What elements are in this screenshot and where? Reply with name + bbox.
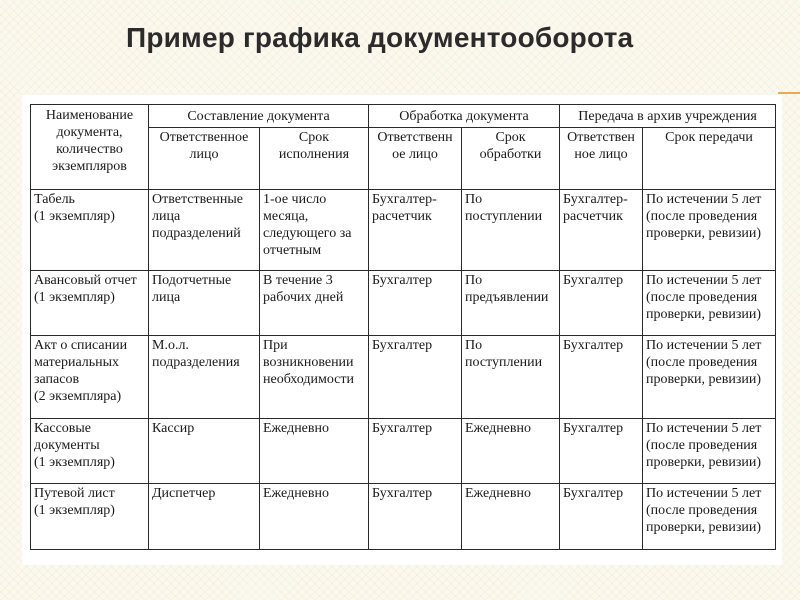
cell-creation-person: Диспетчер xyxy=(149,484,260,550)
slide-title: Пример графика документооборота xyxy=(126,22,634,53)
cell-archive-person: Бухгалтер xyxy=(560,271,643,336)
table-row xyxy=(31,484,776,550)
table-row xyxy=(31,336,776,419)
cell-creation-person: М.о.л. подразделения xyxy=(149,336,260,419)
cell-archive-term: По истечении 5 лет (после проведения проверки, ревизии) xyxy=(643,271,776,336)
table-row xyxy=(31,190,776,271)
cell-archive-person: Бухгалтер xyxy=(560,484,643,550)
cell-archive-term: По истечении 5 лет (после проведения проверки, ревизии) xyxy=(643,336,776,419)
cell-archive-term: По истечении 5 лет (после проведения проверки, ревизии) xyxy=(643,484,776,550)
cell-creation-term: Ежедневно xyxy=(260,484,369,550)
cell-creation-term: 1-ое число месяца, следующего за отчетным xyxy=(260,190,369,271)
cell-processing-term: По поступлении xyxy=(462,336,560,419)
cell-creation-term: Ежедневно xyxy=(260,419,369,484)
cell-processing-person: Бухгалтер xyxy=(369,484,462,550)
cell-processing-term: Ежедневно xyxy=(462,419,560,484)
header-creation-person: Ответственное лицо xyxy=(149,128,260,190)
cell-document-name: Кассовые документы (1 экземпляр) xyxy=(31,419,149,484)
document-flow-table xyxy=(30,104,776,550)
cell-processing-person: Бухгалтер xyxy=(369,336,462,419)
cell-creation-term: В течение 3 рабочих дней xyxy=(260,271,369,336)
cell-creation-person: Ответственные лица подразделений xyxy=(149,190,260,271)
cell-archive-person: Бухгалтер xyxy=(560,419,643,484)
table-row xyxy=(31,419,776,484)
header-archive-term: Срок передачи xyxy=(643,128,776,190)
header-archive: Передача в архив учреждения xyxy=(560,105,776,128)
cell-processing-term: По предъявлении xyxy=(462,271,560,336)
cell-creation-person: Кассир xyxy=(149,419,260,484)
cell-document-name: Акт о списании материальных запасов (2 экземпляра) xyxy=(31,336,149,419)
header-processing-person: Ответственн ое лицо xyxy=(369,128,462,190)
header-creation-term: Срок исполнения xyxy=(260,128,369,190)
header-processing: Обработка документа xyxy=(369,105,560,128)
cell-processing-term: Ежедневно xyxy=(462,484,560,550)
header-processing-term: Срок обработки xyxy=(462,128,560,190)
cell-document-name: Табель (1 экземпляр) xyxy=(31,190,149,271)
cell-archive-term: По истечении 5 лет (после проведения проверки, ревизии) xyxy=(643,190,776,271)
cell-archive-person: Бухгалтер-расчетчик xyxy=(560,190,643,271)
table-row xyxy=(31,271,776,336)
cell-archive-person: Бухгалтер xyxy=(560,336,643,419)
cell-document-name: Путевой лист (1 экземпляр) xyxy=(31,484,149,550)
cell-creation-person: Подотчетные лица xyxy=(149,271,260,336)
header-row-groups xyxy=(31,105,776,128)
cell-processing-person: Бухгалтер xyxy=(369,419,462,484)
cell-processing-person: Бухгалтер xyxy=(369,271,462,336)
header-creation: Составление документа xyxy=(149,105,369,128)
header-document-name: Наименование документа, количество экземпляров xyxy=(31,105,149,190)
accent-line xyxy=(778,92,800,94)
cell-archive-term: По истечении 5 лет (после проведения проверки, ревизии) xyxy=(643,419,776,484)
cell-processing-term: По поступлении xyxy=(462,190,560,271)
cell-processing-person: Бухгалтер-расчетчик xyxy=(369,190,462,271)
table-panel xyxy=(22,95,782,565)
header-archive-person: Ответствен ное лицо xyxy=(560,128,643,190)
cell-document-name: Авансовый отчет (1 экземпляр) xyxy=(31,271,149,336)
cell-creation-term: При возникновении необходимости xyxy=(260,336,369,419)
